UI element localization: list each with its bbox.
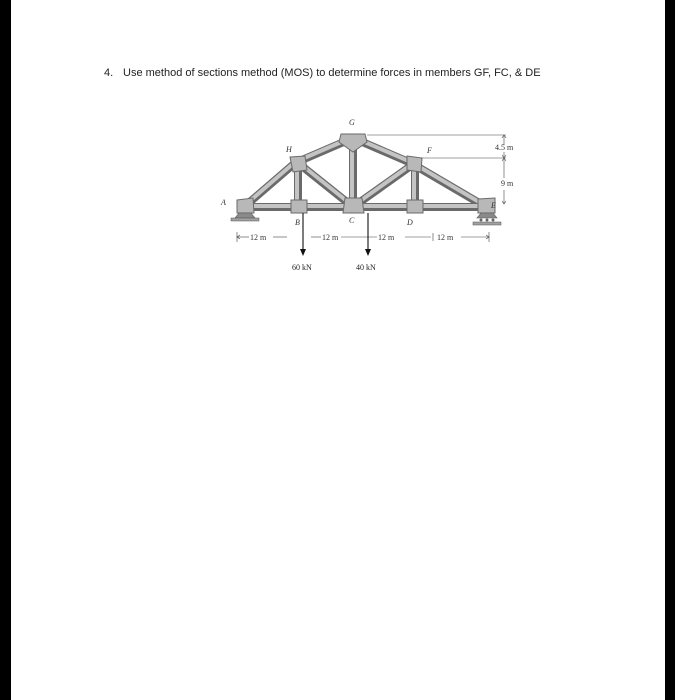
joint-label-G: G bbox=[349, 118, 355, 127]
gusset-G bbox=[339, 134, 367, 152]
gusset-B bbox=[291, 200, 307, 213]
span-label-3: 12 m bbox=[378, 233, 395, 242]
truss-figure bbox=[11, 0, 665, 700]
height-label-4-5m: 4.5 m bbox=[495, 143, 514, 152]
joint-label-A: A bbox=[221, 198, 226, 207]
span-label-1: 12 m bbox=[250, 233, 267, 242]
gusset-C bbox=[343, 198, 364, 213]
question-text: Use method of sections method (MOS) to determine forces in members GF, FC, & DE bbox=[123, 67, 541, 79]
load-arrow-60kN bbox=[300, 213, 306, 256]
pin-support-A bbox=[231, 213, 259, 221]
joint-label-H: H bbox=[286, 145, 292, 154]
load-label-40kN: 40 kN bbox=[356, 263, 376, 272]
height-dimensions bbox=[367, 135, 506, 204]
roller-support-E bbox=[473, 213, 501, 225]
joint-label-B: B bbox=[295, 218, 300, 227]
gusset-H bbox=[290, 156, 307, 172]
gusset-A bbox=[237, 198, 254, 213]
truss-members bbox=[244, 137, 486, 207]
question-number: 4. bbox=[104, 67, 114, 79]
load-label-60kN: 60 kN bbox=[292, 263, 312, 272]
span-label-2: 12 m bbox=[322, 233, 339, 242]
span-label-4: 12 m bbox=[437, 233, 454, 242]
joint-label-F: F bbox=[427, 146, 432, 155]
gusset-F bbox=[407, 156, 422, 172]
joint-label-D: D bbox=[407, 218, 413, 227]
joint-label-E: E bbox=[491, 201, 496, 210]
load-arrow-40kN bbox=[365, 213, 371, 256]
joint-label-C: C bbox=[349, 216, 355, 225]
gusset-D bbox=[407, 200, 423, 213]
document-page bbox=[11, 0, 665, 700]
height-label-9m: 9 m bbox=[501, 179, 514, 188]
